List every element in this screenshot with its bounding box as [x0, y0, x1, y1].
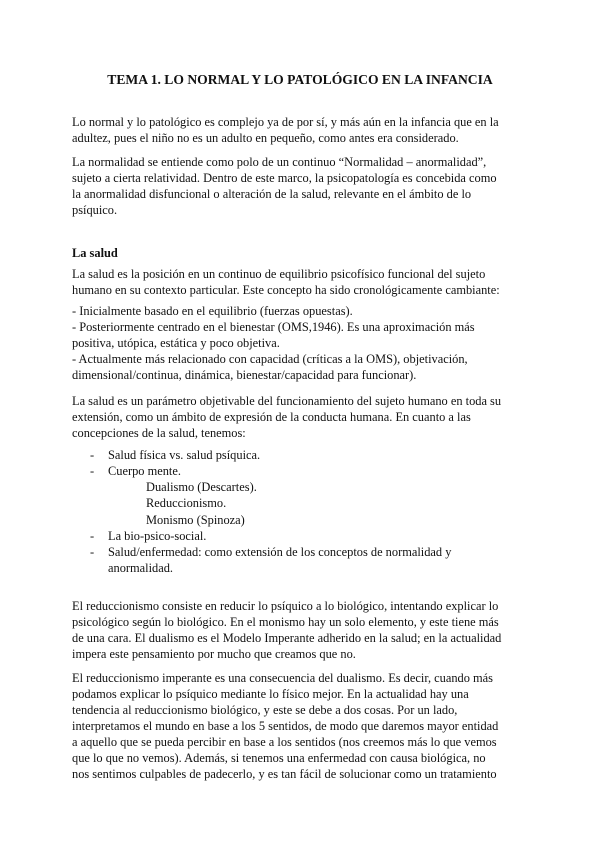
list-bullet: - — [90, 464, 95, 478]
closing-paragraph-line: impera este pensamiento por mucho que creamos que no. — [72, 647, 356, 661]
salud-paragraph-line: positiva, utópica, estática y poco objetiva. — [72, 336, 280, 350]
list-bullet: - — [90, 529, 95, 543]
intro-paragraph-line: adultez, pues el niño no es un adulto en pequeño, como antes era considerado. — [72, 131, 459, 145]
intro-paragraph-line: sujeto a cierta relatividad. Dentro de este marco, la psicopatología es concebida como — [72, 171, 497, 185]
closing-paragraph-line: nos sentimos culpables de padecerlo, y es tan fácil de solucionar como un tratamiento — [72, 767, 497, 781]
closing-paragraph-line: podamos explicar lo psíquico mediante lo físico mejor. En la actualidad hay una — [72, 687, 469, 701]
closing-paragraph-line: interpretamos el mundo en base a los 5 sentidos, de modo que daremos mayor entidad — [72, 719, 499, 733]
salud-paragraph-line: La salud es un parámetro objetivable del funcionamiento del sujeto humano en toda su — [72, 394, 502, 408]
salud-paragraph-line: concepciones de la salud, tenemos: — [72, 426, 246, 440]
list-item: Cuerpo mente. — [108, 464, 181, 478]
closing-paragraph-line: El reduccionismo imperante es una consecuencia del dualismo. Es decir, cuando más — [72, 671, 493, 685]
list-item: Salud física vs. salud psíquica. — [108, 448, 261, 462]
closing-paragraph-line: que lo que no vemos). Además, si tenemos una enfermedad con causa biológica, no — [72, 751, 486, 765]
list-bullet: - — [90, 545, 95, 559]
list-bullet: - — [90, 448, 95, 462]
closing-paragraph-line: psicológico según lo biológico. En el monismo hay un solo elemento, y este tiene más — [72, 615, 499, 629]
closing-paragraph-line: El reduccionismo consiste en reducir lo psíquico a lo biológico, intentando explicar lo — [72, 599, 499, 613]
closing-paragraph-line: tendencia al reduccionismo biológico, y este se debe a dos cosas. Por un lado, — [72, 703, 458, 717]
closing-paragraph-line: de una cara. El dualismo es el Modelo Imperante adherido en la salud; en la actualidad — [72, 631, 502, 645]
list-item: anormalidad. — [108, 561, 174, 575]
closing-paragraph-line: a aquello que se pueda percibir en base a los sentidos (nos creemos más lo que vemos — [72, 735, 497, 749]
salud-paragraph-line: - Actualmente más relacionado con capacidad (críticas a la OMS), objetivación, — [72, 352, 468, 366]
list-item: La bio-psico-social. — [108, 529, 207, 543]
intro-paragraph-line: la anormalidad disfuncional o alteración de la salud, relevante en el ámbito de lo — [72, 187, 472, 201]
sub-list-item: Reduccionismo. — [146, 496, 227, 510]
salud-paragraph-line: extensión, como un ámbito de expresión de la conducta humana. En cuanto a las — [72, 410, 471, 424]
section-heading: La salud — [72, 246, 118, 260]
list-item: Salud/enfermedad: como extensión de los conceptos de normalidad y — [108, 545, 452, 559]
sub-list-item: Dualismo (Descartes). — [146, 480, 257, 494]
intro-paragraph-line: Lo normal y lo patológico es complejo ya de por sí, y más aún en la infancia que en la — [72, 115, 499, 129]
salud-paragraph-line: La salud es la posición en un continuo de equilibrio psicofísico funcional del sujeto — [72, 267, 486, 281]
sub-list-item: Monismo (Spinoza) — [146, 513, 245, 527]
salud-paragraph-line: - Inicialmente basado en el equilibrio (fuerzas opuestas). — [72, 304, 353, 318]
salud-paragraph-line: humano en su contexto particular. Este concepto ha sido cronológicamente cambiante: — [72, 283, 500, 297]
document-title: TEMA 1. LO NORMAL Y LO PATOLÓGICO EN LA INFANCIA — [107, 72, 493, 87]
intro-paragraph-line: psíquico. — [72, 203, 118, 217]
intro-paragraph-line: La normalidad se entiende como polo de un continuo “Normalidad – anormalidad”, — [72, 155, 487, 169]
salud-paragraph-line: - Posteriormente centrado en el bienestar (OMS,1946). Es una aproximación más — [72, 320, 475, 334]
salud-paragraph-line: dimensional/continua, dinámica, bienestar/capacidad para funcionar). — [72, 368, 417, 382]
